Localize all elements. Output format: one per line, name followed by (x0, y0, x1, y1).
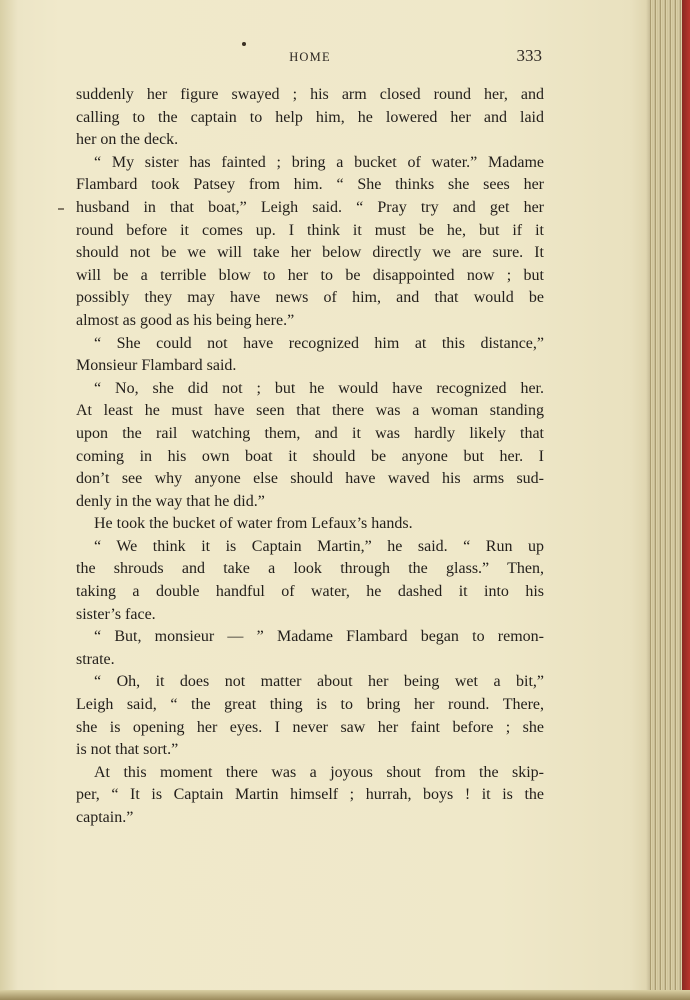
text-line: Monsieur Flambard said. (76, 357, 237, 375)
ink-speck-top (242, 42, 246, 46)
bottom-page-edge (0, 990, 690, 1000)
ink-speck-margin (58, 208, 64, 210)
text-line: calling to the captain to help him, he lowered her and laid (76, 108, 544, 126)
text-line: “ We think it is Captain Martin,” he said. “ Run up (94, 537, 544, 555)
text-line: her on the deck. (76, 131, 179, 149)
text-line: “ But, monsieur — ” Madame Flambard began to remon- (94, 628, 544, 646)
page-number: 333 (516, 46, 542, 65)
text-line: don’t see why anyone else should have waved his arms sud- (76, 470, 544, 488)
text-line: per, “ It is Captain Martin himself ; hurrah, boys ! it is the (76, 786, 544, 804)
running-head-title: HOME (289, 50, 331, 64)
text-line: He took the bucket of water from Lefaux’s hands. (94, 515, 413, 533)
text-line: she is opening her eyes. I never saw her faint before ; she (76, 718, 544, 736)
text-line: “ My sister has fainted ; bring a bucket of water.” Madame (94, 153, 544, 171)
book-cover-edge (682, 0, 690, 1000)
text-line: At least he must have seen that there was a woman standing (76, 402, 544, 420)
text-line: captain.” (76, 809, 134, 826)
text-line: husband in that boat,” Leigh said. “ Pray try and get her (76, 198, 544, 216)
text-line: Flambard took Patsey from him. “ She thinks she sees her (76, 176, 544, 194)
text-line: “ She could not have recognized him at this distance,” (94, 334, 544, 352)
text-line: taking a double handful of water, he dashed it into his (76, 583, 544, 601)
running-head (76, 46, 544, 70)
text-line: coming in his own boat it should be anyone but her. I (76, 447, 544, 465)
text-line: “ No, she did not ; but he would have recognized her. (94, 379, 544, 397)
text-line: should not be we will take her below directly we are sure. It (76, 244, 544, 262)
text-line: At this moment there was a joyous shout from the skip- (94, 763, 544, 781)
text-line: is not that sort.” (76, 741, 179, 759)
text-line: upon the rail watching them, and it was hardly likely that (76, 424, 544, 442)
text-line: “ Oh, it does not matter about her being wet a bit,” (94, 673, 544, 691)
text-line: Leigh said, “ the great thing is to bring her round. There, (76, 696, 544, 714)
body-text (76, 84, 544, 830)
text-line: almost as good as his being here.” (76, 311, 295, 329)
text-line: denly in the way that he did.” (76, 492, 265, 510)
text-line: suddenly her figure swayed ; his arm closed round her, and (76, 86, 544, 103)
text-line: round before it comes up. I think it must be he, but if it (76, 221, 544, 239)
text-line: the shrouds and take a look through the glass.” Then, (76, 560, 544, 578)
text-line: sister’s face. (76, 605, 156, 623)
text-line: possibly they may have news of him, and that would be (76, 289, 544, 307)
text-line: will be a terrible blow to her to be disappointed now ; but (76, 266, 544, 284)
text-line: strate. (76, 650, 115, 668)
